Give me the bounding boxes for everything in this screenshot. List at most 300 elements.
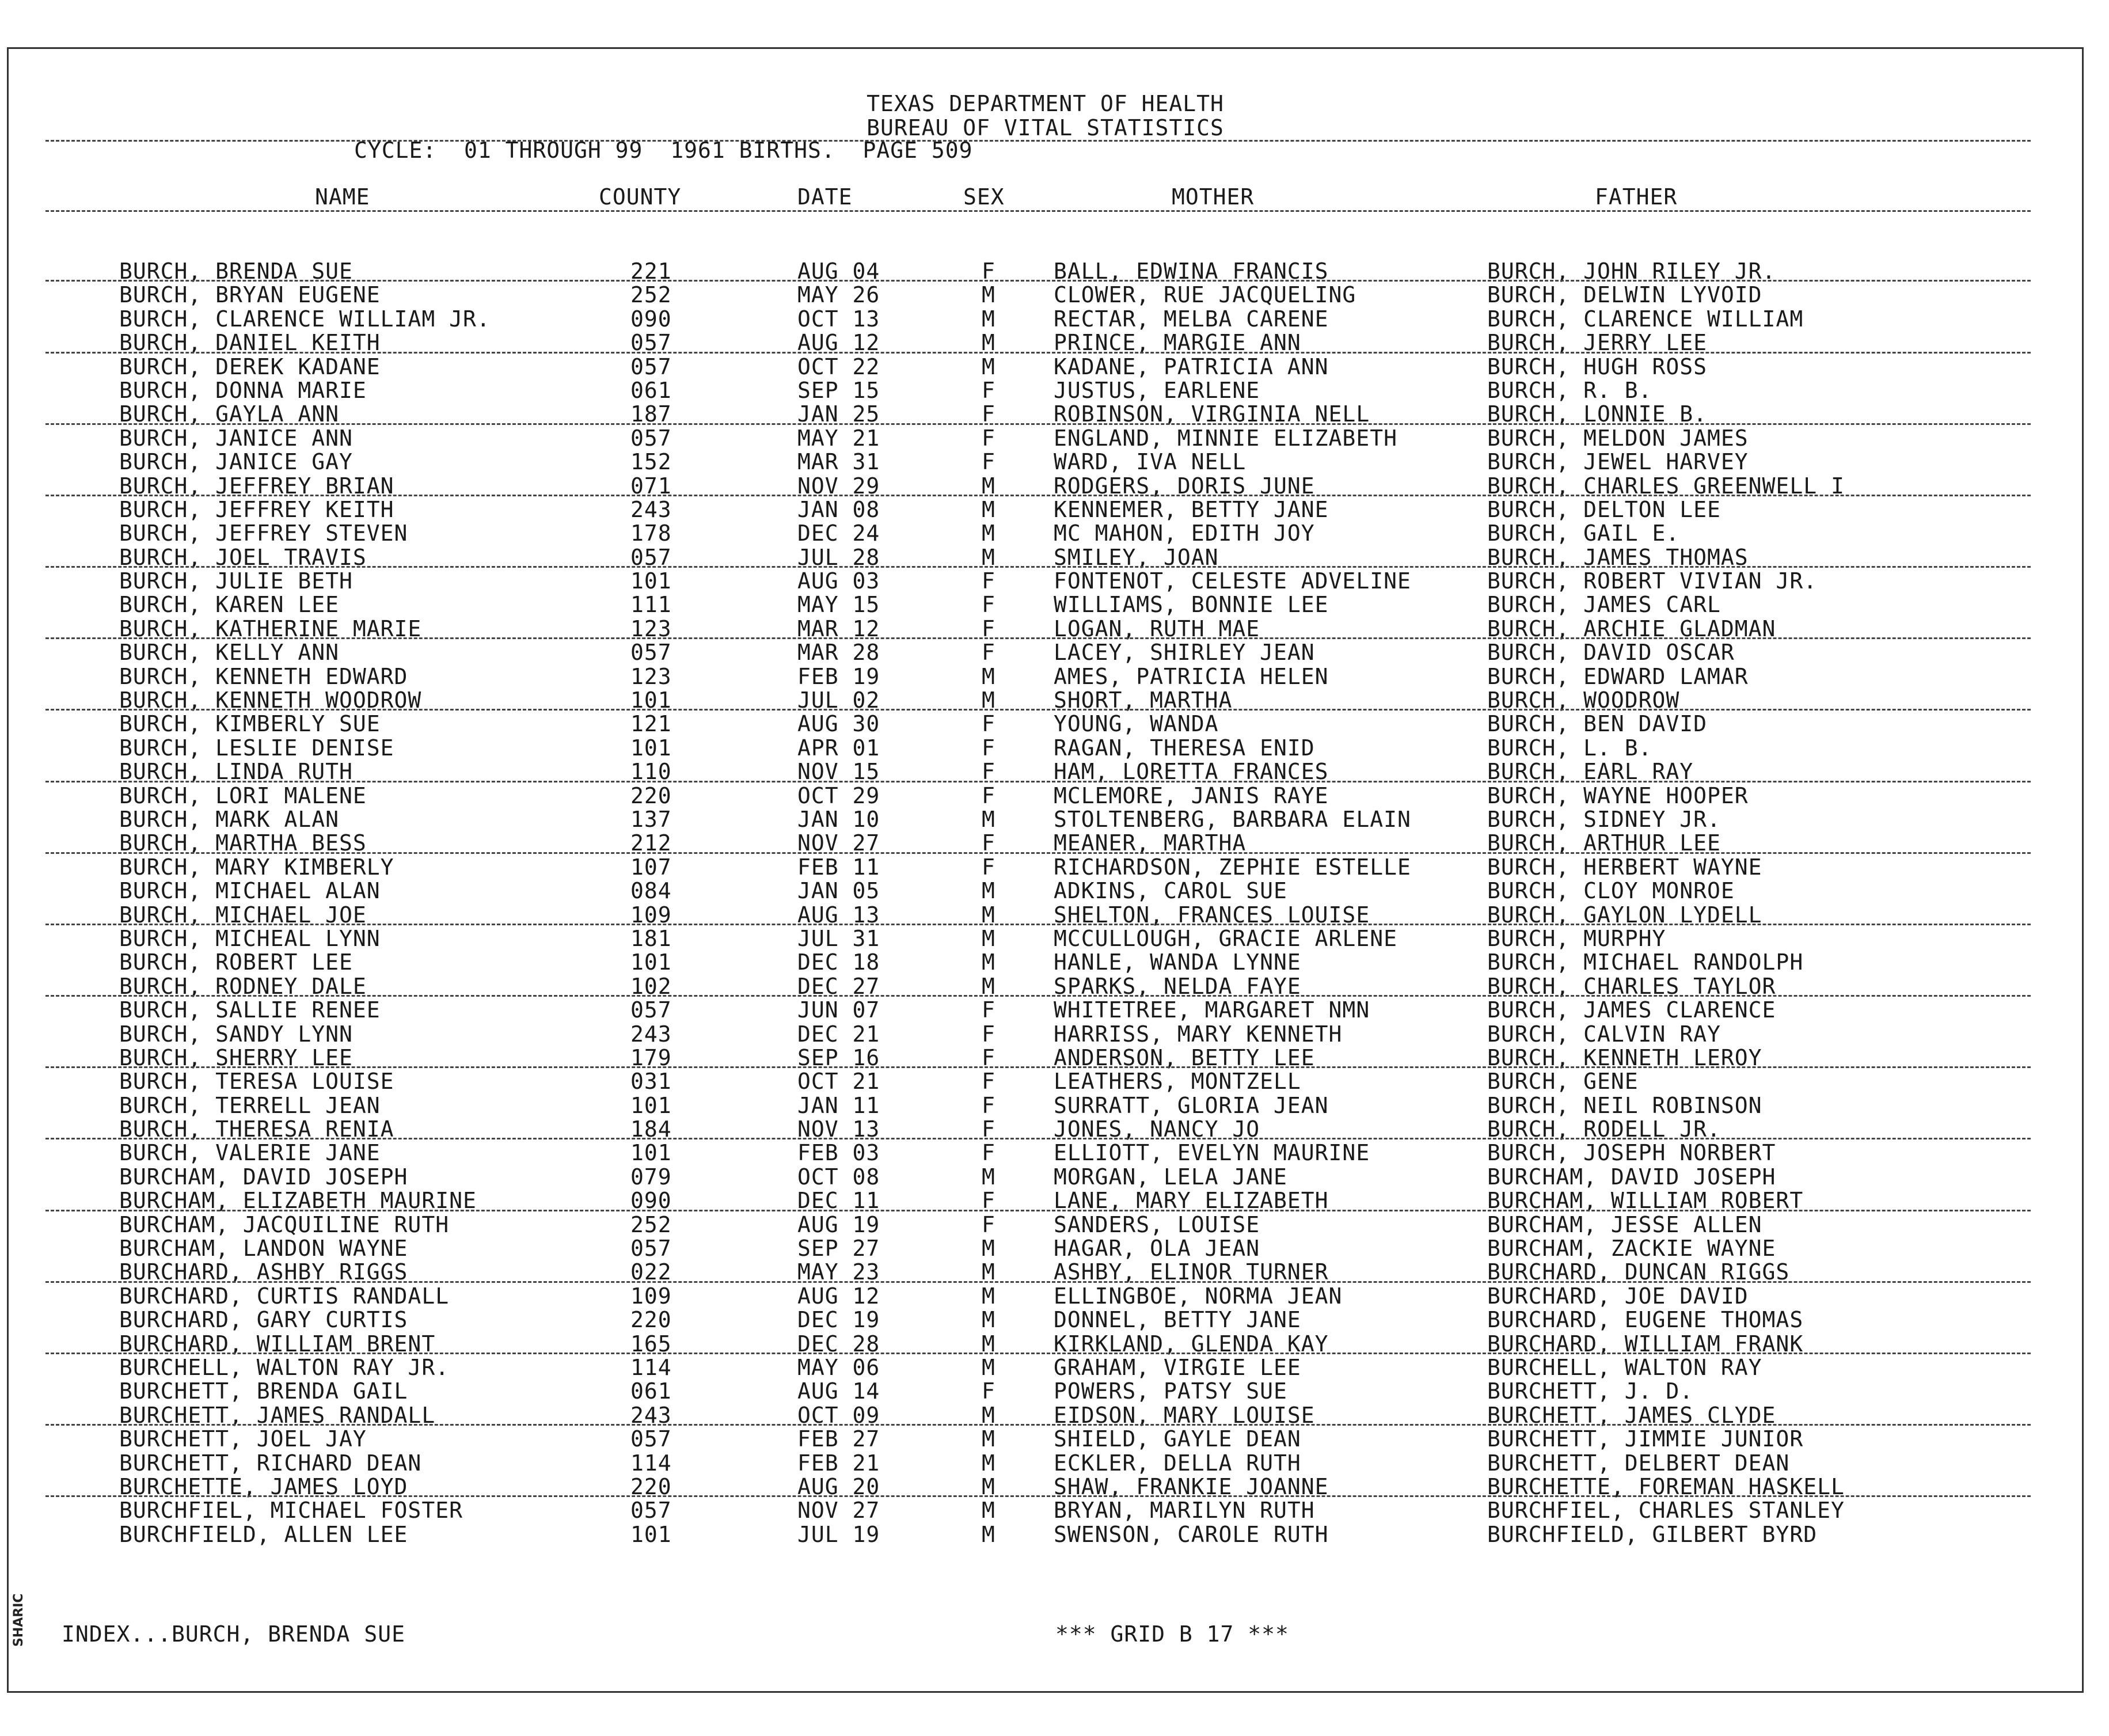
- record-father: BURCHARD, JOE DAVID: [1487, 1283, 1749, 1309]
- record-date: OCT 08: [797, 1164, 880, 1190]
- record-mother: BRYAN, MARILYN RUTH: [1054, 1498, 1315, 1524]
- record-name: BURCH, KELLY ANN: [119, 640, 340, 666]
- record-date: SEP 16: [797, 1044, 880, 1070]
- record-date: NOV 27: [797, 1498, 880, 1524]
- record-sex: M: [982, 902, 995, 928]
- record-date: DEC 18: [797, 949, 880, 975]
- record-father: BURCH, ARCHIE GLADMAN: [1487, 616, 1776, 641]
- record-father: BURCH, SIDNEY JR.: [1487, 806, 1721, 832]
- record-mother: ADKINS, CAROL SUE: [1054, 878, 1287, 904]
- record-county: 079: [630, 1164, 672, 1190]
- record-row: [9, 974, 2082, 998]
- record-mother: ELLIOTT, EVELYN MAURINE: [1054, 1140, 1370, 1166]
- department-title: TEXAS DEPARTMENT OF HEALTH: [867, 91, 1224, 116]
- record-father: BURCH, ROBERT VIVIAN JR.: [1487, 568, 1818, 594]
- record-date: OCT 21: [797, 1069, 880, 1095]
- record-county: 220: [630, 1307, 672, 1333]
- record-county: 061: [630, 377, 672, 403]
- record-row: [9, 450, 2082, 473]
- record-name: BURCH, RODNEY DALE: [119, 973, 367, 999]
- record-sex: M: [982, 1473, 995, 1499]
- record-row: [9, 1284, 2082, 1308]
- record-sex: F: [982, 1069, 995, 1095]
- record-date: AUG 20: [797, 1473, 880, 1499]
- record-date: AUG 04: [797, 259, 880, 284]
- record-row: [9, 1403, 2082, 1427]
- record-father: BURCHAM, JESSE ALLEN: [1487, 1211, 1762, 1237]
- record-sex: M: [982, 521, 995, 546]
- record-row: [9, 259, 2082, 283]
- record-county: 181: [630, 925, 672, 951]
- record-row: [9, 903, 2082, 926]
- record-father: BURCH, CLARENCE WILLIAM: [1487, 306, 1804, 332]
- record-name: BURCHARD, GARY CURTIS: [119, 1307, 408, 1333]
- record-name: BURCHETT, RICHARD DEAN: [119, 1450, 422, 1476]
- record-name: BURCHARD, ASHBY RIGGS: [119, 1259, 408, 1285]
- record-county: 152: [630, 449, 672, 475]
- record-county: 031: [630, 1069, 672, 1095]
- record-date: MAR 31: [797, 449, 880, 475]
- record-father: BURCH, DAVID OSCAR: [1487, 640, 1735, 666]
- record-name: BURCH, LORI MALENE: [119, 782, 367, 808]
- record-mother: LOGAN, RUTH MAE: [1054, 616, 1260, 641]
- record-county: 101: [630, 1521, 672, 1547]
- record-mother: JONES, NANCY JO: [1054, 1116, 1260, 1142]
- record-county: 090: [630, 306, 672, 332]
- record-row: [9, 1498, 2082, 1522]
- record-mother: WARD, IVA NELL: [1054, 449, 1247, 475]
- record-mother: LACEY, SHIRLEY JEAN: [1054, 640, 1315, 666]
- record-name: BURCH, SANDY LYNN: [119, 1021, 353, 1047]
- record-sex: F: [982, 1044, 995, 1070]
- record-mother: WHITETREE, MARGARET NMN: [1054, 997, 1370, 1023]
- record-father: BURCH, GENE: [1487, 1069, 1639, 1095]
- record-sex: M: [982, 1521, 995, 1547]
- record-date: OCT 29: [797, 782, 880, 808]
- record-row: [9, 926, 2082, 950]
- record-sex: F: [982, 1378, 995, 1404]
- record-row: [9, 617, 2082, 640]
- record-name: BURCH, MICHAEL ALAN: [119, 878, 381, 904]
- record-county: 084: [630, 878, 672, 904]
- record-county: 101: [630, 568, 672, 594]
- record-father: BURCH, KENNETH LEROY: [1487, 1044, 1762, 1070]
- record-sex: M: [982, 663, 995, 689]
- record-mother: SPARKS, NELDA FAYE: [1054, 973, 1301, 999]
- record-county: 090: [630, 1188, 672, 1214]
- record-name: BURCH, JEFFREY STEVEN: [119, 521, 408, 546]
- record-row: [9, 1522, 2082, 1546]
- record-date: JAN 25: [797, 401, 880, 427]
- record-sex: M: [982, 973, 995, 999]
- column-header-name: NAME: [315, 184, 370, 210]
- record-date: JUL 02: [797, 687, 880, 713]
- record-row: [9, 1355, 2082, 1379]
- record-father: BURCH, R. B.: [1487, 377, 1652, 403]
- record-mother: STOLTENBERG, BARBARA ELAIN: [1054, 806, 1411, 832]
- record-county: 101: [630, 735, 672, 761]
- record-row: [9, 712, 2082, 735]
- record-name: BURCH, MICHEAL LYNN: [119, 925, 381, 951]
- record-row: [9, 331, 2082, 354]
- record-mother: MC MAHON, EDITH JOY: [1054, 521, 1315, 546]
- record-row: [9, 569, 2082, 592]
- record-father: BURCH, MELDON JAMES: [1487, 425, 1749, 451]
- record-date: AUG 13: [797, 902, 880, 928]
- record-date: DEC 21: [797, 1021, 880, 1047]
- record-mother: HANLE, WANDA LYNNE: [1054, 949, 1301, 975]
- record-date: JAN 05: [797, 878, 880, 904]
- record-county: 137: [630, 806, 672, 832]
- record-mother: EIDSON, MARY LOUISE: [1054, 1402, 1315, 1428]
- record-row: [9, 1141, 2082, 1164]
- record-sex: F: [982, 1188, 995, 1214]
- record-name: BURCH, TERRELL JEAN: [119, 1092, 381, 1118]
- record-date: MAR 12: [797, 616, 880, 641]
- record-sex: F: [982, 830, 995, 856]
- record-date: MAY 26: [797, 282, 880, 308]
- column-header-mother: MOTHER: [1172, 184, 1255, 210]
- record-father: BURCHETT, JIMMIE JUNIOR: [1487, 1426, 1804, 1452]
- record-name: BURCH, JEFFREY BRIAN: [119, 473, 394, 499]
- record-county: 121: [630, 711, 672, 737]
- record-date: JUL 19: [797, 1521, 880, 1547]
- record-date: FEB 27: [797, 1426, 880, 1452]
- record-name: BURCH, MARTHA BESS: [119, 830, 367, 856]
- record-sex: M: [982, 282, 995, 308]
- record-mother: WILLIAMS, BONNIE LEE: [1054, 592, 1329, 618]
- record-county: 101: [630, 1092, 672, 1118]
- record-name: BURCH, KENNETH EDWARD: [119, 663, 408, 689]
- record-county: 107: [630, 854, 672, 880]
- record-name: BURCHAM, ELIZABETH MAURINE: [119, 1188, 477, 1214]
- record-mother: LEATHERS, MONTZELL: [1054, 1069, 1301, 1095]
- record-mother: KENNEMER, BETTY JANE: [1054, 496, 1329, 522]
- record-father: BURCH, CHARLES GREENWELL I: [1487, 473, 1845, 499]
- record-date: AUG 14: [797, 1378, 880, 1404]
- record-name: BURCH, JULIE BETH: [119, 568, 353, 594]
- record-name: BURCH, MARK ALAN: [119, 806, 340, 832]
- record-county: 212: [630, 830, 672, 856]
- record-county: 102: [630, 973, 672, 999]
- record-county: 243: [630, 1402, 672, 1428]
- record-name: BURCH, KATHERINE MARIE: [119, 616, 422, 641]
- record-name: BURCHFIELD, ALLEN LEE: [119, 1521, 408, 1547]
- record-father: BURCH, JEWEL HARVEY: [1487, 449, 1749, 475]
- record-row: [9, 998, 2082, 1021]
- record-county: 114: [630, 1354, 672, 1380]
- record-county: 123: [630, 663, 672, 689]
- record-mother: MEANER, MARTHA: [1054, 830, 1247, 856]
- record-sex: M: [982, 806, 995, 832]
- record-sex: F: [982, 854, 995, 880]
- record-name: BURCHFIEL, MICHAEL FOSTER: [119, 1498, 463, 1524]
- record-sex: F: [982, 759, 995, 785]
- record-mother: YOUNG, WANDA: [1054, 711, 1219, 737]
- record-date: NOV 29: [797, 473, 880, 499]
- record-county: 220: [630, 1473, 672, 1499]
- record-name: BURCH, TERESA LOUISE: [119, 1069, 394, 1095]
- record-row: [9, 1379, 2082, 1403]
- record-county: 252: [630, 1211, 672, 1237]
- record-mother: SMILEY, JOAN: [1054, 544, 1219, 570]
- record-mother: SHIELD, GAYLE DEAN: [1054, 1426, 1301, 1452]
- record-name: BURCH, BRYAN EUGENE: [119, 282, 381, 308]
- record-county: 057: [630, 354, 672, 379]
- record-county: 071: [630, 473, 672, 499]
- record-name: BURCH, LINDA RUTH: [119, 759, 353, 785]
- microfilm-page: [7, 47, 2084, 1693]
- record-county: 101: [630, 1140, 672, 1166]
- record-sex: M: [982, 330, 995, 356]
- record-county: 101: [630, 687, 672, 713]
- record-mother: ASHBY, ELINOR TURNER: [1054, 1259, 1329, 1285]
- record-name: BURCHELL, WALTON RAY JR.: [119, 1354, 450, 1380]
- record-father: BURCH, CHARLES TAYLOR: [1487, 973, 1776, 999]
- record-date: DEC 27: [797, 973, 880, 999]
- record-sex: F: [982, 735, 995, 761]
- record-sex: M: [982, 354, 995, 379]
- record-date: OCT 13: [797, 306, 880, 332]
- record-mother: SHAW, FRANKIE JOANNE: [1054, 1473, 1329, 1499]
- record-row: [9, 497, 2082, 521]
- record-father: BURCH, ARTHUR LEE: [1487, 830, 1721, 856]
- record-row: [9, 784, 2082, 807]
- record-name: BURCH, BRENDA SUE: [119, 259, 353, 284]
- record-row: [9, 807, 2082, 831]
- record-name: BURCH, MICHAEL JOE: [119, 902, 367, 928]
- record-father: BURCHETT, DELBERT DEAN: [1487, 1450, 1790, 1476]
- record-sex: M: [982, 1236, 995, 1262]
- record-father: BURCH, HUGH ROSS: [1487, 354, 1708, 379]
- record-date: AUG 30: [797, 711, 880, 737]
- record-sex: F: [982, 1116, 995, 1142]
- record-row: [9, 1022, 2082, 1046]
- record-date: JUL 28: [797, 544, 880, 570]
- record-sex: M: [982, 1426, 995, 1452]
- record-row: [9, 1332, 2082, 1355]
- header-rule: [45, 140, 2031, 142]
- record-row: [9, 1188, 2082, 1212]
- record-county: 221: [630, 259, 672, 284]
- record-father: BURCH, GAYLON LYDELL: [1487, 902, 1762, 928]
- record-father: BURCH, NEIL ROBINSON: [1487, 1092, 1762, 1118]
- record-sex: M: [982, 925, 995, 951]
- record-name: BURCHAM, LANDON WAYNE: [119, 1236, 408, 1262]
- record-sex: F: [982, 997, 995, 1023]
- record-name: BURCHAM, JACQUILINE RUTH: [119, 1211, 450, 1237]
- record-father: BURCH, CALVIN RAY: [1487, 1021, 1721, 1047]
- record-sex: M: [982, 687, 995, 713]
- record-county: 057: [630, 1236, 672, 1262]
- record-mother: RAGAN, THERESA ENID: [1054, 735, 1315, 761]
- record-father: BURCHFIEL, CHARLES STANLEY: [1487, 1498, 1845, 1524]
- record-sex: M: [982, 1283, 995, 1309]
- record-county: 220: [630, 782, 672, 808]
- record-county: 057: [630, 997, 672, 1023]
- record-county: 187: [630, 401, 672, 427]
- record-father: BURCH, JERRY LEE: [1487, 330, 1708, 356]
- record-father: BURCH, LONNIE B.: [1487, 401, 1708, 427]
- record-county: 179: [630, 1044, 672, 1070]
- record-row: [9, 283, 2082, 306]
- record-name: BURCH, SHERRY LEE: [119, 1044, 353, 1070]
- record-row: [9, 1046, 2082, 1069]
- record-father: BURCH, GAIL E.: [1487, 521, 1680, 546]
- record-name: BURCH, VALERIE JANE: [119, 1140, 381, 1166]
- column-header-father: FATHER: [1595, 184, 1678, 210]
- record-sex: F: [982, 1021, 995, 1047]
- record-county: 057: [630, 330, 672, 356]
- record-father: BURCHARD, WILLIAM FRANK: [1487, 1331, 1804, 1357]
- record-father: BURCH, L. B.: [1487, 735, 1652, 761]
- record-father: BURCH, JOHN RILEY JR.: [1487, 259, 1776, 284]
- record-date: FEB 11: [797, 854, 880, 880]
- record-father: BURCHELL, WALTON RAY: [1487, 1354, 1762, 1380]
- record-date: DEC 19: [797, 1307, 880, 1333]
- column-header-rule: [45, 210, 2031, 212]
- record-row: [9, 355, 2082, 378]
- record-county: 243: [630, 496, 672, 522]
- record-father: BURCH, CLOY MONROE: [1487, 878, 1735, 904]
- record-mother: SHORT, MARTHA: [1054, 687, 1233, 713]
- record-father: BURCH, WOODROW: [1487, 687, 1680, 713]
- record-date: FEB 03: [797, 1140, 880, 1166]
- record-sex: F: [982, 449, 995, 475]
- record-sex: F: [982, 425, 995, 451]
- record-date: JUN 07: [797, 997, 880, 1023]
- record-father: BURCH, DELWIN LYVOID: [1487, 282, 1762, 308]
- record-name: BURCH, JANICE ANN: [119, 425, 353, 451]
- record-row: [9, 402, 2082, 426]
- record-name: BURCHARD, WILLIAM BRENT: [119, 1331, 436, 1357]
- record-row: [9, 1236, 2082, 1260]
- record-mother: RODGERS, DORIS JUNE: [1054, 473, 1315, 499]
- record-county: 057: [630, 1426, 672, 1452]
- record-father: BURCHAM, ZACKIE WAYNE: [1487, 1236, 1776, 1262]
- record-row: [9, 378, 2082, 402]
- record-row: [9, 1117, 2082, 1141]
- column-header-county: COUNTY: [599, 184, 682, 210]
- record-sex: F: [982, 640, 995, 666]
- record-name: BURCH, GAYLA ANN: [119, 401, 340, 427]
- record-sex: M: [982, 473, 995, 499]
- index-line: INDEX...BURCH, BRENDA SUE: [62, 1621, 405, 1647]
- record-sex: F: [982, 1140, 995, 1166]
- side-label: SHARIC: [12, 1593, 26, 1647]
- record-name: BURCHETTE, JAMES LOYD: [119, 1473, 408, 1499]
- record-father: BURCH, EARL RAY: [1487, 759, 1694, 785]
- bureau-title: BUREAU OF VITAL STATISTICS: [867, 115, 1224, 140]
- record-sex: M: [982, 306, 995, 332]
- record-mother: SANDERS, LOUISE: [1054, 1211, 1260, 1237]
- record-sex: F: [982, 401, 995, 427]
- record-sex: F: [982, 616, 995, 641]
- record-mother: CLOWER, RUE JACQUELING: [1054, 282, 1356, 308]
- column-header-sex: SEX: [963, 184, 1005, 210]
- record-name: BURCHETT, BRENDA GAIL: [119, 1378, 408, 1404]
- record-sex: F: [982, 259, 995, 284]
- record-sex: F: [982, 1092, 995, 1118]
- record-row: [9, 307, 2082, 331]
- record-father: BURCH, BEN DAVID: [1487, 711, 1708, 737]
- record-mother: JUSTUS, EARLENE: [1054, 377, 1260, 403]
- record-row: [9, 1451, 2082, 1475]
- record-sex: F: [982, 568, 995, 594]
- record-mother: KIRKLAND, GLENDA KAY: [1054, 1331, 1329, 1357]
- record-county: 123: [630, 616, 672, 641]
- record-sex: F: [982, 711, 995, 737]
- record-mother: GRAHAM, VIRGIE LEE: [1054, 1354, 1301, 1380]
- record-sex: M: [982, 1354, 995, 1380]
- record-sex: M: [982, 1307, 995, 1333]
- record-date: FEB 21: [797, 1450, 880, 1476]
- record-name: BURCH, DANIEL KEITH: [119, 330, 381, 356]
- record-name: BURCHAM, DAVID JOSEPH: [119, 1164, 408, 1190]
- record-name: BURCH, MARY KIMBERLY: [119, 854, 394, 880]
- record-name: BURCH, JANICE GAY: [119, 449, 353, 475]
- record-date: NOV 15: [797, 759, 880, 785]
- grid-reference: *** GRID B 17 ***: [1055, 1621, 1289, 1647]
- record-father: BURCH, JAMES THOMAS: [1487, 544, 1749, 570]
- record-mother: ENGLAND, MINNIE ELIZABETH: [1054, 425, 1397, 451]
- birth-records-list: [9, 259, 2082, 1546]
- record-father: BURCHFIELD, GILBERT BYRD: [1487, 1521, 1818, 1547]
- record-name: BURCH, DONNA MARIE: [119, 377, 367, 403]
- record-date: AUG 19: [797, 1211, 880, 1237]
- record-mother: RICHARDSON, ZEPHIE ESTELLE: [1054, 854, 1411, 880]
- record-sex: M: [982, 1259, 995, 1285]
- record-father: BURCH, JAMES CARL: [1487, 592, 1721, 618]
- record-date: AUG 03: [797, 568, 880, 594]
- record-mother: AMES, PATRICIA HELEN: [1054, 663, 1329, 689]
- record-date: SEP 15: [797, 377, 880, 403]
- record-county: 022: [630, 1259, 672, 1285]
- record-date: DEC 11: [797, 1188, 880, 1214]
- record-date: JAN 11: [797, 1092, 880, 1118]
- record-sex: F: [982, 377, 995, 403]
- record-sex: M: [982, 1331, 995, 1357]
- record-sex: F: [982, 1211, 995, 1237]
- record-mother: FONTENOT, CELESTE ADVELINE: [1054, 568, 1411, 594]
- record-father: BURCH, RODELL JR.: [1487, 1116, 1721, 1142]
- record-name: BURCH, THERESA RENIA: [119, 1116, 394, 1142]
- record-row: [9, 664, 2082, 688]
- record-mother: DONNEL, BETTY JANE: [1054, 1307, 1301, 1333]
- record-county: 114: [630, 1450, 672, 1476]
- record-row: [9, 1213, 2082, 1236]
- record-row: [9, 1308, 2082, 1331]
- record-row: [9, 1475, 2082, 1498]
- record-father: BURCHAM, DAVID JOSEPH: [1487, 1164, 1776, 1190]
- record-mother: LANE, MARY ELIZABETH: [1054, 1188, 1329, 1214]
- record-sex: M: [982, 949, 995, 975]
- record-date: MAY 06: [797, 1354, 880, 1380]
- record-mother: SWENSON, CAROLE RUTH: [1054, 1521, 1329, 1547]
- record-father: BURCHETT, JAMES CLYDE: [1487, 1402, 1776, 1428]
- record-father: BURCHETT, J. D.: [1487, 1378, 1694, 1404]
- record-date: OCT 09: [797, 1402, 880, 1428]
- record-row: [9, 855, 2082, 879]
- record-date: JAN 10: [797, 806, 880, 832]
- record-name: BURCH, DEREK KADANE: [119, 354, 381, 379]
- record-name: BURCH, KENNETH WOODROW: [119, 687, 422, 713]
- record-mother: ANDERSON, BETTY LEE: [1054, 1044, 1315, 1070]
- record-name: BURCH, ROBERT LEE: [119, 949, 353, 975]
- record-father: BURCHETTE, FOREMAN HASKELL: [1487, 1473, 1845, 1499]
- record-name: BURCH, KIMBERLY SUE: [119, 711, 381, 737]
- record-date: JAN 08: [797, 496, 880, 522]
